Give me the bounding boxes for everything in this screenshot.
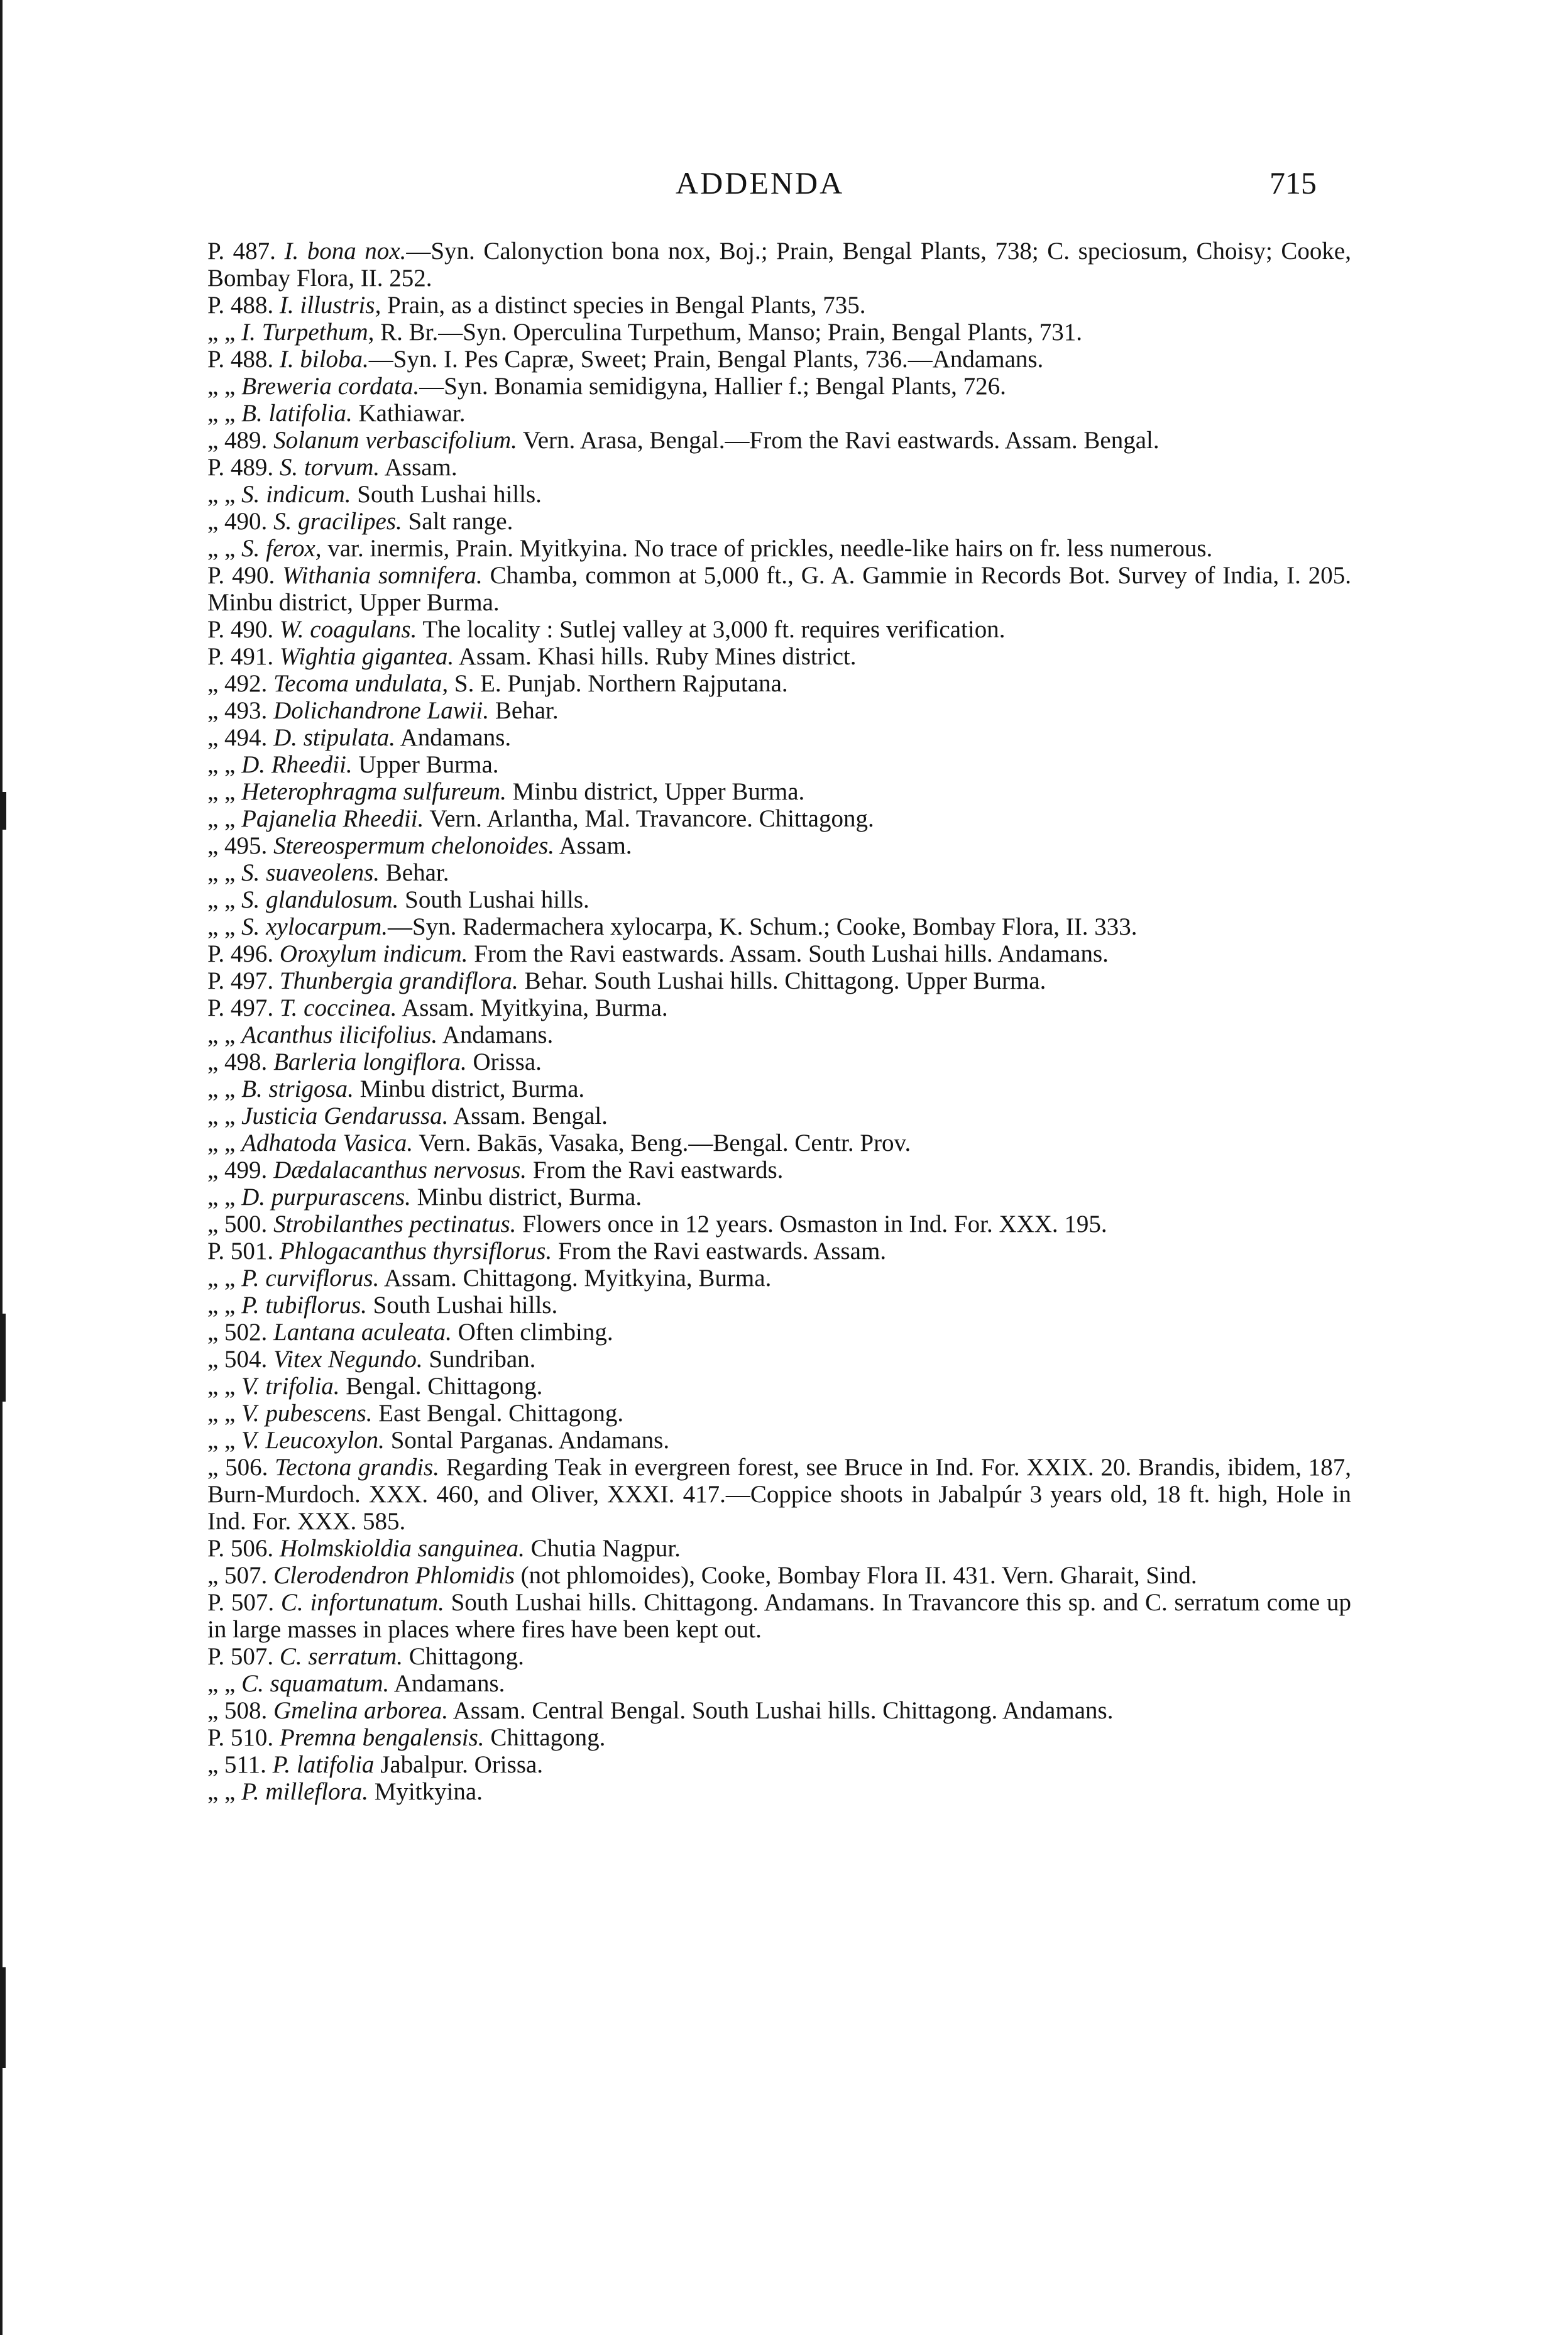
- entry-reference: „ „: [207, 1400, 242, 1427]
- species-name: Solanum verbascifolium.: [273, 427, 517, 454]
- entry-text: Kathiawar.: [352, 400, 466, 427]
- entry-reference: P. 497.: [207, 994, 280, 1021]
- entry-reference: „ „: [207, 1184, 242, 1211]
- entry-reference: „ „: [207, 373, 242, 400]
- entry-reference: P. 510.: [207, 1724, 280, 1751]
- addenda-entries: [207, 238, 1351, 1805]
- entry: [207, 1292, 1351, 1319]
- entry: [207, 1589, 1351, 1643]
- entry: [207, 1697, 1351, 1724]
- species-name: C. infortunatum.: [280, 1589, 444, 1616]
- entry-text: East Bengal. Chittagong.: [372, 1400, 624, 1427]
- species-name: Dædalacanthus nervosus.: [273, 1157, 527, 1184]
- entry-reference: P. 501.: [207, 1238, 280, 1265]
- entry-text: The locality : Sutlej valley at 3,000 ft. requires verification.: [417, 616, 1006, 643]
- entry-text: Salt range.: [402, 508, 513, 535]
- entry: [207, 562, 1351, 616]
- species-name: Gmelina arborea.: [273, 1697, 449, 1724]
- species-name: S. torvum.: [279, 454, 380, 481]
- species-name: Acanthus ilicifolius.: [241, 1021, 438, 1048]
- scan-edge-mark: [0, 1314, 6, 1402]
- species-name: Heterophragma sulfureum.: [241, 778, 507, 805]
- entry-reference: „ 492.: [207, 670, 274, 697]
- species-name: I. biloba.: [279, 346, 369, 373]
- species-name: Breweria cordata.: [241, 373, 420, 400]
- entry-reference: „ „: [207, 1265, 242, 1292]
- entry-text: Minbu district, Upper Burma.: [506, 778, 805, 805]
- entry-reference: „ 500.: [207, 1211, 274, 1238]
- entry-text: From the Ravi eastwards. Assam. South Lushai hills. Andamans.: [468, 940, 1109, 967]
- entry-text: Vern. Arasa, Bengal.—From the Ravi eastwards. Assam. Bengal.: [517, 427, 1160, 454]
- entry-reference: „ 494.: [207, 724, 274, 751]
- entry: [207, 1373, 1351, 1400]
- entry-text: Behar.: [380, 859, 449, 886]
- entry-reference: „ „: [207, 1102, 242, 1129]
- entry-reference: P. 488.: [207, 346, 280, 373]
- entry: [207, 670, 1351, 697]
- entry-text: Minbu district, Burma.: [410, 1184, 642, 1211]
- species-name: S. ferox,: [241, 535, 322, 562]
- entry-reference: „ 502.: [207, 1319, 274, 1346]
- entry-reference: „ 506.: [207, 1454, 275, 1481]
- entry: [207, 508, 1351, 535]
- entry: [207, 1427, 1351, 1454]
- entry-text: Myitkyina.: [368, 1778, 483, 1805]
- entry: [207, 616, 1351, 643]
- entry-text: Sontal Parganas. Andamans.: [384, 1427, 670, 1454]
- entry-reference: „ 490.: [207, 508, 274, 535]
- entry: [207, 1670, 1351, 1697]
- entry: [207, 1400, 1351, 1427]
- entry-text: —Syn. Bonamia semidigyna, Hallier f.; Bengal Plants, 726.: [419, 373, 1006, 400]
- entry-text: South Lushai hills.: [366, 1292, 558, 1319]
- entry-reference: „ „: [207, 751, 242, 778]
- entry-reference: „ „: [207, 1075, 242, 1102]
- species-name: Holmskioldia sanguinea.: [279, 1535, 525, 1562]
- species-name: V. pubescens.: [241, 1400, 373, 1427]
- entry-text: Jabalpur. Orissa.: [374, 1751, 544, 1778]
- species-name: S. glandulosum.: [241, 886, 399, 913]
- entry-text: South Lushai hills. Chittagong. Andamans. In Travancore this sp. and C. serratum come up in large masses in places where fires have been kept out.: [207, 1589, 1352, 1643]
- species-name: Withania somnifera.: [282, 562, 483, 589]
- species-name: P. curviflorus.: [241, 1265, 380, 1292]
- entry: [207, 697, 1351, 724]
- entry-reference: „ „: [207, 400, 242, 427]
- entry-text: var. inermis, Prain. Myitkyina. No trace of prickles, needle-like hairs on fr. less numerous.: [321, 535, 1213, 562]
- species-name: C. serratum.: [279, 1643, 403, 1670]
- entry-reference: „ „: [207, 805, 242, 832]
- entry-text: Andamans.: [389, 1670, 505, 1697]
- entry-text: Regarding Teak in evergreen forest, see Bruce in Ind. For. XXIX. 20. Brandis, ibidem, 187, Burn-Murdoch. XXX. 460, and Oliver, XXXI. 417.—Coppice shoots in Jabalpúr 3 years old, 18 ft. high, Hole in Ind. For. XXX. 585.: [207, 1454, 1352, 1535]
- entry: [207, 1724, 1351, 1751]
- entry: [207, 1184, 1351, 1211]
- entry-text: Andamans.: [437, 1021, 554, 1048]
- entry-reference: P. 490.: [207, 616, 280, 643]
- entry-reference: „ „: [207, 886, 242, 913]
- entry: [207, 1454, 1351, 1535]
- entry: [207, 643, 1351, 670]
- entry: [207, 427, 1351, 454]
- entry: [207, 1102, 1351, 1129]
- species-name: S. indicum.: [241, 481, 351, 508]
- entry-text: R. Br.—Syn. Operculina Turpethum, Manso; Prain, Bengal Plants, 731.: [374, 319, 1083, 346]
- entry-reference: „ 499.: [207, 1157, 274, 1184]
- entry-text: Prain, as a distinct species in Bengal Plants, 735.: [381, 292, 866, 319]
- species-name: S. xylocarpum.: [241, 913, 388, 940]
- species-name: Adhatoda Vasica.: [241, 1129, 414, 1157]
- entry-reference: „ „: [207, 859, 242, 886]
- entry-reference: „ 507.: [207, 1562, 274, 1589]
- species-name: Lantana aculeata.: [273, 1319, 452, 1346]
- scan-edge-mark: [0, 1967, 6, 2068]
- species-name: Pajanelia Rheedii.: [241, 805, 424, 832]
- species-name: I. illustris,: [279, 292, 381, 319]
- entry: [207, 1535, 1351, 1562]
- entry-reference: „ „: [207, 319, 242, 346]
- entry-text: Behar.: [489, 697, 559, 724]
- entry-reference: „ „: [207, 1021, 242, 1048]
- page-header: [0, 165, 1568, 215]
- entry: [207, 1238, 1351, 1265]
- entry: [207, 238, 1351, 292]
- entry-reference: „ „: [207, 1292, 242, 1319]
- entry: [207, 994, 1351, 1021]
- entry: [207, 778, 1351, 805]
- species-name: C. squamatum.: [241, 1670, 390, 1697]
- entry-text: Andamans.: [395, 724, 512, 751]
- species-name: D. purpurascens.: [241, 1184, 411, 1211]
- entry: [207, 1075, 1351, 1102]
- species-name: Vitex Negundo.: [273, 1346, 423, 1373]
- species-name: P. latifolia: [272, 1751, 375, 1778]
- entry-text: Vern. Arlantha, Mal. Travancore. Chittagong.: [424, 805, 874, 832]
- entry: [207, 1562, 1351, 1589]
- entry-reference: „ 504.: [207, 1346, 274, 1373]
- entry: [207, 319, 1351, 346]
- entry: [207, 1643, 1351, 1670]
- species-name: Wightia gigantea.: [279, 643, 454, 670]
- species-name: I. Turpethum,: [241, 319, 375, 346]
- entry: [207, 1021, 1351, 1048]
- entry-reference: „ „: [207, 1129, 242, 1157]
- entry: [207, 292, 1351, 319]
- species-name: D. Rheedii.: [241, 751, 353, 778]
- species-name: Oroxylum indicum.: [279, 940, 468, 967]
- entry-reference: P. 507.: [207, 1643, 280, 1670]
- species-name: Phlogacanthus thyrsiflorus.: [279, 1238, 552, 1265]
- entry: [207, 535, 1351, 562]
- entry-reference: P. 491.: [207, 643, 280, 670]
- entry-reference: „ „: [207, 913, 242, 940]
- entry-text: Sundriban.: [422, 1346, 536, 1373]
- entry: [207, 805, 1351, 832]
- entry: [207, 454, 1351, 481]
- species-name: Barleria longiflora.: [273, 1048, 467, 1075]
- entry-text: Often climbing.: [451, 1319, 613, 1346]
- species-name: Stereospermum chelonoides.: [273, 832, 555, 859]
- species-name: P. tubiflorus.: [241, 1292, 367, 1319]
- entry-text: Assam. Central Bengal. South Lushai hills. Chittagong. Andamans.: [448, 1697, 1114, 1724]
- species-name: V. Leucoxylon.: [241, 1427, 385, 1454]
- entry: [207, 400, 1351, 427]
- entry-reference: P. 489.: [207, 454, 280, 481]
- entry-reference: P. 488.: [207, 292, 280, 319]
- entry-text: Minbu district, Burma.: [353, 1075, 585, 1102]
- entry: [207, 373, 1351, 400]
- entry-reference: „ 489.: [207, 427, 274, 454]
- entry-text: From the Ravi eastwards. Assam.: [552, 1238, 887, 1265]
- entry: [207, 940, 1351, 967]
- entry-reference: „ 511.: [207, 1751, 273, 1778]
- entry: [207, 1265, 1351, 1292]
- entry-text: From the Ravi eastwards.: [527, 1157, 784, 1184]
- species-name: W. coagulans.: [279, 616, 417, 643]
- species-name: Thunbergia grandiflora.: [279, 967, 518, 994]
- entry-reference: „ 498.: [207, 1048, 274, 1075]
- species-name: S. suaveolens.: [241, 859, 380, 886]
- entry-reference: „ „: [207, 481, 242, 508]
- entry-text: —Syn. Calonyction bona nox, Boj.; Prain, Bengal Plants, 738; C. speciosum, Choisy; Cooke, Bombay Flora, II. 252.: [207, 238, 1351, 292]
- species-name: D. stipulata.: [273, 724, 395, 751]
- entry-text: Assam.: [554, 832, 632, 859]
- entry-reference: P. 487.: [207, 238, 285, 265]
- entry-text: Upper Burma.: [352, 751, 499, 778]
- page-number: 715: [1269, 165, 1317, 201]
- species-name: Dolichandrone Lawii.: [273, 697, 490, 724]
- species-name: Tectona grandis.: [275, 1454, 439, 1481]
- entry: [207, 1751, 1351, 1778]
- entry-reference: P. 507.: [207, 1589, 281, 1616]
- entry-text: (not phlomoides), Cooke, Bombay Flora II. 431. Vern. Gharait, Sind.: [514, 1562, 1197, 1589]
- entry: [207, 1346, 1351, 1373]
- species-name: Justicia Gendarussa.: [241, 1102, 449, 1129]
- entry-reference: P. 490.: [207, 562, 283, 589]
- entry: [207, 1157, 1351, 1184]
- entry: [207, 967, 1351, 994]
- entry-reference: „ 495.: [207, 832, 274, 859]
- entry: [207, 859, 1351, 886]
- entry-text: Orissa.: [466, 1048, 542, 1075]
- species-name: B. latifolia.: [241, 400, 353, 427]
- entry-reference: „ „: [207, 1373, 242, 1400]
- entry: [207, 751, 1351, 778]
- species-name: Premna bengalensis.: [279, 1724, 485, 1751]
- entry-text: Bengal. Chittagong.: [339, 1373, 543, 1400]
- entry-text: Chittagong.: [402, 1643, 524, 1670]
- entry: [207, 1778, 1351, 1805]
- entry-reference: P. 496.: [207, 940, 280, 967]
- scan-edge-mark: [0, 792, 6, 830]
- species-name: Tecoma undulata,: [273, 670, 449, 697]
- entry: [207, 886, 1351, 913]
- entry-text: Chutia Nagpur.: [524, 1535, 681, 1562]
- entry-text: South Lushai hills.: [398, 886, 589, 913]
- entry-reference: „ „: [207, 1670, 242, 1697]
- entry-text: Assam. Khasi hills. Ruby Mines district.: [454, 643, 857, 670]
- entry-reference: „ „: [207, 1427, 242, 1454]
- entry-reference: P. 506.: [207, 1535, 280, 1562]
- entry: [207, 1129, 1351, 1157]
- entry-reference: „ 493.: [207, 697, 274, 724]
- entry-text: Vern. Bakās, Vasaka, Beng.—Bengal. Centr. Prov.: [413, 1129, 911, 1157]
- species-name: T. coccinea.: [279, 994, 397, 1021]
- entry-text: —Syn. Radermachera xylocarpa, K. Schum.; Cooke, Bombay Flora, II. 333.: [387, 913, 1138, 940]
- entry: [207, 1048, 1351, 1075]
- entry-reference: „ 508.: [207, 1697, 274, 1724]
- entry-text: Flowers once in 12 years. Osmaston in Ind. For. XXX. 195.: [516, 1211, 1107, 1238]
- species-name: I. bona nox.: [284, 238, 407, 265]
- entry: [207, 346, 1351, 373]
- entry-text: Behar. South Lushai hills. Chittagong. Upper Burma.: [518, 967, 1046, 994]
- entry-text: Assam. Bengal.: [448, 1102, 608, 1129]
- entry: [207, 1211, 1351, 1238]
- entry-reference: P. 497.: [207, 967, 280, 994]
- species-name: S. gracilipes.: [273, 508, 402, 535]
- entry-text: Assam. Chittagong. Myitkyina, Burma.: [379, 1265, 772, 1292]
- species-name: P. milleflora.: [241, 1778, 368, 1805]
- entry: [207, 481, 1351, 508]
- entry: [207, 724, 1351, 751]
- entry-reference: „ „: [207, 778, 242, 805]
- entry-text: S. E. Punjab. Northern Rajputana.: [448, 670, 788, 697]
- entry-reference: „ „: [207, 535, 242, 562]
- entry-text: South Lushai hills.: [351, 481, 542, 508]
- entry-text: Assam. Myitkyina, Burma.: [397, 994, 668, 1021]
- species-name: B. strigosa.: [241, 1075, 354, 1102]
- species-name: V. trifolia.: [241, 1373, 340, 1400]
- entry: [207, 832, 1351, 859]
- entry-text: Chamba, common at 5,000 ft., G. A. Gammie in Records Bot. Survey of India, I. 205. Minbu district, Upper Burma.: [207, 562, 1352, 616]
- entry-reference: „ „: [207, 1778, 242, 1805]
- species-name: Strobilanthes pectinatus.: [273, 1211, 517, 1238]
- entry-text: —Syn. I. Pes Capræ, Sweet; Prain, Bengal Plants, 736.—Andamans.: [368, 346, 1044, 373]
- running-title: ADDENDA: [676, 165, 845, 201]
- entry-text: Assam.: [380, 454, 458, 481]
- entry: [207, 913, 1351, 940]
- entry: [207, 1319, 1351, 1346]
- species-name: Clerodendron Phlomidis: [273, 1562, 515, 1589]
- entry-text: Chittagong.: [484, 1724, 606, 1751]
